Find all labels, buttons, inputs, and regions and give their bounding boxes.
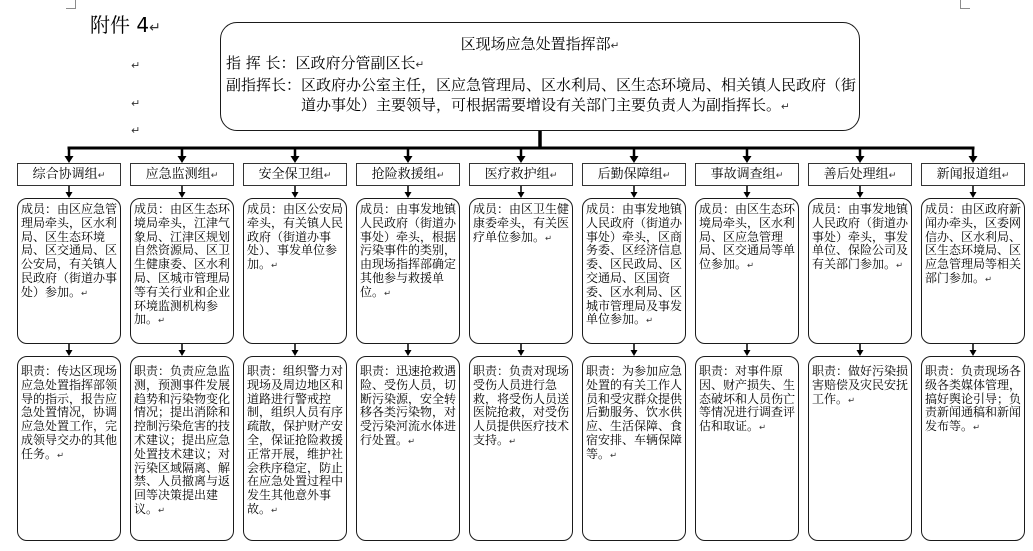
arrowhead <box>743 156 752 163</box>
group-members-box <box>582 198 686 344</box>
paragraph-mark: ↵ <box>662 171 671 181</box>
group-name: 安全保卫组 <box>258 167 324 182</box>
group-duties-text: 职责：组织警力对现场及周边地区和道路进行警戒控制，组织人员有序疏散，保护财产安全，保证抢险救援正常开展，维护社会秩序稳定，防止在应急处置过程中发生其他意外事故。 <box>247 364 344 516</box>
paragraph-mark: ↵ <box>210 171 219 181</box>
group-name: 事故调查组 <box>710 167 776 182</box>
group-members-box <box>130 198 234 344</box>
group-column <box>921 163 1025 541</box>
group-members-paragraph <box>699 203 797 273</box>
group-members-box <box>695 198 799 344</box>
group-header <box>921 163 1025 186</box>
group-duties-text: 职责：负责对现场受伤人员进行急救，将受伤人员送医院抢救，对受伤人员提供医疗技术支持。 <box>473 364 570 447</box>
group-members-box <box>469 198 573 344</box>
arrowhead <box>856 156 865 163</box>
group-duties-box <box>356 356 460 541</box>
group-members-text: 成员：由区公安局牵头，有关镇人民政府（街道办事处）、事发单位参加。 <box>247 202 344 272</box>
group-column <box>17 163 121 541</box>
group-header <box>808 163 912 186</box>
group-column <box>582 163 686 541</box>
paragraph-mark: ↵ <box>896 260 904 271</box>
group-members-paragraph <box>925 203 1023 287</box>
paragraph-mark: ↵ <box>158 504 166 515</box>
group-header <box>356 163 460 186</box>
paragraph-mark: ↵ <box>271 504 279 515</box>
group-members-text: 成员：由事发地镇人民政府（街道办事处）牵头，事发单位、保险公司及有关部门参加。 <box>812 202 909 272</box>
group-header <box>17 163 121 186</box>
paragraph-mark: ↵ <box>775 171 784 181</box>
command-title-text: 区现场应急处置指挥部 <box>460 35 611 53</box>
arrowhead <box>178 156 187 163</box>
page-corner-mark <box>960 0 970 9</box>
group-duties-text: 职责：为参加应急处置的有关工作人员和受灾群众提供后勤服务、饮水供应、生活保障、食宿安排、车辆保障等。 <box>586 364 683 461</box>
paragraph-mark: ↵ <box>57 449 65 460</box>
group-duties-text: 职责：做好污染损害赔偿及灾民安抚工作。 <box>812 364 909 406</box>
paragraph-mark: ↵ <box>646 315 654 326</box>
group-members-paragraph <box>247 203 345 273</box>
deputy-commander-text: 副指挥长：区政府办公室主任，区应急管理局、区水利局、区生态环境局、相关镇人民政府（街道办事处）主要领导，可根据需要增设有关部门主要负责人为副指挥长。 <box>226 76 857 114</box>
paragraph-mark: ↵ <box>271 260 279 271</box>
group-members-text: 成员：由事发地镇人民政府（街道办事处）牵头，根据污染事件的类别，由现场指挥部确定其他参与救援单位。 <box>360 202 457 299</box>
group-members-paragraph <box>21 203 119 301</box>
paragraph-mark: ↵ <box>985 273 993 284</box>
group-members-paragraph <box>360 203 458 301</box>
group-duties-text: 职责：传达区现场应急处置指挥部领导的指示，报告应急处置情况，协调应急处置工作，完成领导交办的其他任务。 <box>21 364 118 461</box>
group-column <box>130 163 234 541</box>
paragraph-mark: ↵ <box>323 171 332 181</box>
paragraph-mark: ↵ <box>545 232 553 243</box>
arrowhead <box>65 156 74 163</box>
arrowhead <box>630 156 639 163</box>
group-duties-box <box>921 356 1025 541</box>
group-members-text: 成员：由区卫生健康委牵头，有关医疗单位参加。 <box>473 202 570 244</box>
group-duties-paragraph <box>473 365 571 449</box>
group-column <box>695 163 799 541</box>
group-column <box>808 163 912 541</box>
arrowhead <box>291 156 300 163</box>
paragraph-mark: ↵ <box>415 59 425 71</box>
paragraph-mark: ↵ <box>384 287 392 298</box>
group-header <box>582 163 686 186</box>
paragraph-mark: ↵ <box>973 422 981 433</box>
paragraph-mark: ↵ <box>436 171 445 181</box>
group-duties-box <box>808 356 912 541</box>
group-name: 综合协调组 <box>32 167 98 182</box>
group-duties-paragraph <box>21 365 119 463</box>
group-members-box <box>243 198 347 344</box>
command-headquarters-box <box>220 22 860 131</box>
paragraph-mark: ↵ <box>610 449 618 460</box>
group-name: 抢险救援组 <box>371 167 437 182</box>
paragraph-mark: ↵ <box>131 124 141 137</box>
group-duties-paragraph <box>699 365 797 435</box>
group-name: 应急监测组 <box>145 167 211 182</box>
commander-text: 指 挥 长：区政府分管副区长 <box>226 54 416 72</box>
paragraph-mark: ↵ <box>149 20 161 36</box>
deputy-commander-paragraph <box>226 75 859 117</box>
paragraph-mark: ↵ <box>131 97 141 110</box>
paragraph-mark: ↵ <box>131 59 141 72</box>
group-header <box>243 163 347 186</box>
group-members-box <box>808 198 912 344</box>
group-duties-paragraph <box>586 365 684 463</box>
group-members-box <box>356 198 460 344</box>
paragraph-mark: ↵ <box>408 435 416 446</box>
group-duties-box <box>243 356 347 541</box>
paragraph-mark: ↵ <box>509 435 517 446</box>
group-column <box>356 163 460 541</box>
group-members-text: 成员：由区应急管理局牵头，区水利局、区生态环境局、区交通局、区公安局，有关镇人民政府（街道办事处）参加。 <box>21 202 118 299</box>
group-duties-paragraph <box>812 365 910 407</box>
group-members-paragraph <box>586 203 684 328</box>
group-duties-paragraph <box>925 365 1023 435</box>
group-duties-text: 职责：迅速抢救遇险、受伤人员，切断污染源，安全转移各类污染物，对受污染河流水体进行处置。 <box>360 364 457 447</box>
arrowhead <box>517 156 526 163</box>
group-members-text: 成员：由区生态环境局牵头，区水利局、区应急管理局、区交通局等单位参加。 <box>699 202 796 272</box>
group-duties-text: 职责：负责应急监测，预测事件发展趋势和污染物变化情况；提出消除和控制污染危害的技术建议；提出应急处置技术建议；对污染区域隔离、解禁、人员撤离与返回等决策提出建议。 <box>134 364 231 516</box>
group-duties-box <box>130 356 234 541</box>
page-corner-mark <box>66 0 76 9</box>
group-duties-paragraph <box>360 365 458 449</box>
group-duties-box <box>695 356 799 541</box>
paragraph-mark: ↵ <box>158 315 166 326</box>
group-duties-text: 职责：对事件原因、财产损失、生态破坏和人员伤亡等情况进行调查评估和取证。 <box>699 364 796 434</box>
paragraph-mark: ↵ <box>888 171 897 181</box>
commander-line <box>226 53 424 75</box>
paragraph-mark: ↵ <box>81 287 89 298</box>
group-members-box <box>921 198 1025 344</box>
group-column <box>469 163 573 541</box>
paragraph-mark: ↵ <box>610 40 620 52</box>
arrowhead <box>404 156 413 163</box>
group-members-text: 成员：由区政府新闻办牵头，区委网信办、区水利局、区生态环境局、区应急管理局等相关部门参加。 <box>925 202 1022 285</box>
group-header <box>469 163 573 186</box>
group-duties-box <box>17 356 121 541</box>
group-members-box <box>17 198 121 344</box>
group-column <box>243 163 347 541</box>
paragraph-mark: ↵ <box>781 101 790 113</box>
paragraph-mark: ↵ <box>848 394 856 405</box>
group-name: 新闻报道组 <box>936 167 1002 182</box>
group-name: 医疗救护组 <box>484 167 550 182</box>
attachment-label <box>90 12 161 41</box>
group-members-text: 成员：由区生态环境局牵头，江津气象局、江津区规划自然资源局、区卫生健康委、区水利局、区城市管理局等有关行业和企业环境监测机构参加。 <box>134 202 231 327</box>
group-members-paragraph <box>473 203 571 245</box>
paragraph-mark: ↵ <box>1001 171 1010 181</box>
group-duties-text: 职责：负责现场各级各类媒体管理，搞好舆论引导；负责新闻通稿和新闻发布等。 <box>925 364 1022 434</box>
group-name: 后勤保障组 <box>597 167 663 182</box>
group-members-paragraph <box>134 203 232 328</box>
paragraph-mark: ↵ <box>759 422 767 433</box>
group-members-paragraph <box>812 203 910 273</box>
group-duties-box <box>469 356 573 541</box>
group-header <box>695 163 799 186</box>
arrowhead <box>969 156 978 163</box>
group-duties-paragraph <box>247 365 345 518</box>
paragraph-mark: ↵ <box>549 171 558 181</box>
group-members-text: 成员：由事发地镇人民政府（街道办事处）牵头，区商务委、区经济信息委、区民政局、区交通局、区国资委、区水利局、区城市管理局及事发单位参加。 <box>586 202 683 327</box>
group-header <box>130 163 234 186</box>
group-duties-box <box>582 356 686 541</box>
attachment-label-text: 附件 4 <box>90 13 150 37</box>
group-name: 善后处理组 <box>823 167 889 182</box>
group-duties-paragraph <box>134 365 232 518</box>
paragraph-mark: ↵ <box>97 171 106 181</box>
paragraph-mark: ↵ <box>747 260 755 271</box>
